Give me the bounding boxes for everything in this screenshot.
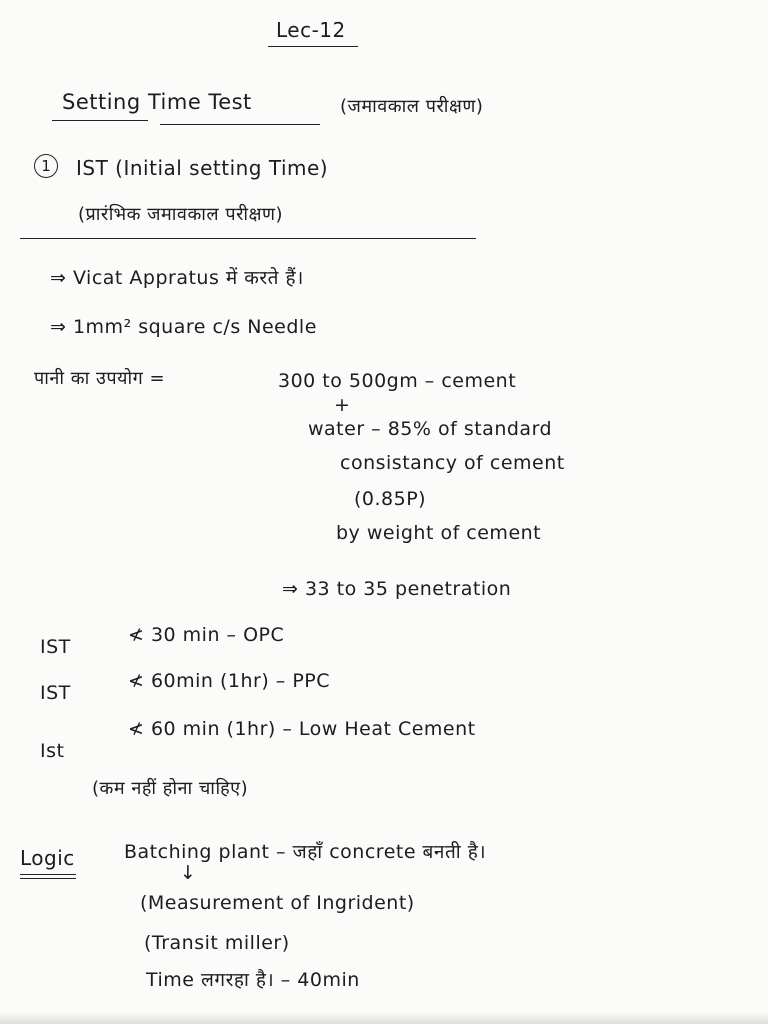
- heading-underline-1: [52, 120, 148, 121]
- lecture-number: Lec-12: [276, 18, 346, 42]
- usage-085p: (0.85P): [354, 488, 427, 510]
- section-divider: [20, 238, 476, 239]
- usage-by-weight: by weight of cement: [336, 522, 542, 544]
- limit-opc: ≮ 30 min – OPC: [128, 624, 285, 646]
- logic-measurement: (Measurement of Ingrident): [140, 892, 415, 914]
- logic-underline-1: [20, 874, 76, 875]
- page-bottom-edge: [0, 1012, 768, 1024]
- point-vicat: ⇒ Vicat Appratus में करते हैं।: [50, 267, 304, 289]
- limit-label-low-heat: Ist: [40, 740, 65, 762]
- limit-label-ppc: IST: [40, 682, 71, 704]
- logic-label: Logic: [20, 846, 75, 870]
- usage-cement: 300 to 500gm – cement: [278, 370, 517, 392]
- usage-plus: +: [334, 394, 351, 416]
- logic-transit: (Transit miller): [144, 932, 290, 954]
- heading-title: Setting Time Test: [62, 90, 252, 114]
- heading-underline-2: [160, 124, 320, 125]
- lecture-underline: [268, 46, 358, 47]
- heading-hindi: (जमावकाल परीक्षण): [340, 96, 484, 117]
- limit-note: (कम नहीं होना चाहिए): [92, 778, 249, 799]
- limit-ppc: ≮ 60min (1hr) – PPC: [128, 670, 331, 692]
- logic-batching: Batching plant – जहाँ concrete बनती है।: [124, 841, 487, 863]
- section-hindi: (प्रारंभिक जमावकाल परीक्षण): [78, 204, 284, 225]
- logic-time: Time लगरहा है। – 40min: [146, 969, 360, 991]
- section-title: IST (Initial setting Time): [76, 156, 329, 180]
- usage-water: water – 85% of standard: [308, 418, 553, 440]
- usage-consistency: consistancy of cement: [340, 452, 565, 474]
- limit-label-opc: IST: [40, 636, 71, 658]
- section-number-badge: 1: [34, 154, 58, 178]
- usage-label: पानी का उपयोग =: [34, 368, 166, 389]
- limit-low-heat: ≮ 60 min (1hr) – Low Heat Cement: [128, 718, 476, 740]
- logic-arrow: ↓: [180, 862, 197, 884]
- usage-penetration: ⇒ 33 to 35 penetration: [282, 578, 512, 600]
- logic-underline-2: [20, 878, 76, 879]
- point-needle: ⇒ 1mm² square c/s Needle: [50, 316, 317, 338]
